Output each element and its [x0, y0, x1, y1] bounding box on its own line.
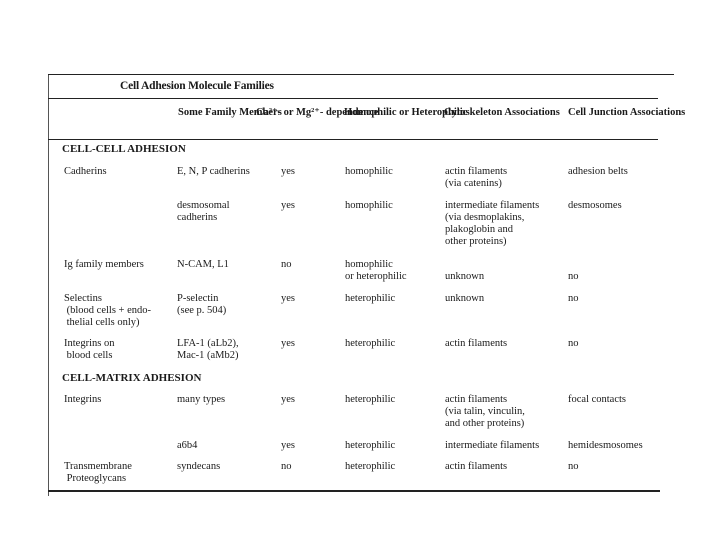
row-family: Selectins (blood cells + endo- thelial cells only): [64, 293, 151, 328]
row-junction: no: [568, 271, 579, 282]
row-cyto: intermediate filaments (via desmoplakins, plakoglobin and other proteins): [445, 200, 540, 247]
bottom-rule: [48, 490, 660, 492]
row-family: Integrins: [64, 394, 102, 405]
row-cyto: intermediate filaments: [445, 440, 540, 451]
row-junction: desmosomes: [568, 200, 622, 211]
row-cyto: actin filaments (via talin, vinculin, and other proteins): [445, 394, 525, 429]
row-cyto: actin filaments: [445, 461, 508, 472]
row-homo: heterophilic: [345, 293, 396, 304]
row-ca: yes: [281, 338, 295, 349]
header-members: Some Family Members: [178, 107, 282, 118]
row-homo: heterophilic: [345, 338, 396, 349]
header-homophilic: Homophilic or Heterophilic: [344, 107, 468, 118]
row-family: Cadherins: [64, 166, 107, 177]
header-ca-dependence: Ca²⁺- or Mg²⁺- dependence: [256, 107, 379, 118]
row-members: N-CAM, L1: [177, 259, 229, 270]
header-junction: Cell Junction Associations: [568, 107, 686, 118]
left-border: [48, 74, 49, 496]
row-junction: hemidesmosomes: [568, 440, 643, 451]
row-members: E, N, P cadherins: [177, 166, 250, 177]
row-homo: heterophilic: [345, 440, 396, 451]
section-cell-matrix: CELL-MATRIX ADHESION: [62, 372, 202, 384]
row-cyto: actin filaments: [445, 338, 508, 349]
row-junction: no: [568, 461, 579, 472]
row-cyto: unknown: [445, 271, 485, 282]
header-rule: [48, 139, 658, 140]
row-homo: heterophilic: [345, 461, 396, 472]
row-members: desmosomal cadherins: [177, 200, 230, 223]
row-family: Ig family members: [64, 259, 144, 270]
title-rule: [48, 98, 658, 99]
row-members: many types: [177, 394, 226, 405]
row-members: a6b4: [177, 440, 198, 451]
row-junction: no: [568, 293, 579, 304]
top-rule: [48, 74, 674, 75]
row-junction: focal contacts: [568, 394, 627, 405]
row-members: P-selectin (see p. 504): [177, 293, 227, 316]
row-ca: yes: [281, 394, 295, 405]
row-junction: adhesion belts: [568, 166, 628, 177]
row-cyto: unknown: [445, 293, 485, 304]
row-members: syndecans: [177, 461, 221, 472]
section-cell-cell: CELL-CELL ADHESION: [62, 143, 186, 155]
row-homo: homophilic or heterophilic: [345, 259, 407, 282]
table-title: Cell Adhesion Molecule Families: [120, 80, 274, 92]
row-members: LFA-1 (aLb2), Mac-1 (aMb2): [177, 338, 239, 361]
row-ca: no: [281, 461, 292, 472]
row-family: Integrins on blood cells: [64, 338, 115, 361]
row-homo: homophilic: [345, 166, 393, 177]
row-junction: no: [568, 338, 579, 349]
row-homo: heterophilic: [345, 394, 396, 405]
row-ca: yes: [281, 293, 295, 304]
row-homo: homophilic: [345, 200, 393, 211]
row-ca: no: [281, 259, 292, 270]
row-ca: yes: [281, 166, 295, 177]
row-cyto: actin filaments (via catenins): [445, 166, 508, 189]
row-family: Transmembrane Proteoglycans: [64, 461, 132, 484]
row-ca: yes: [281, 440, 295, 451]
header-cytoskeleton: Cytoskeleton Associations: [444, 107, 560, 118]
row-ca: yes: [281, 200, 295, 211]
